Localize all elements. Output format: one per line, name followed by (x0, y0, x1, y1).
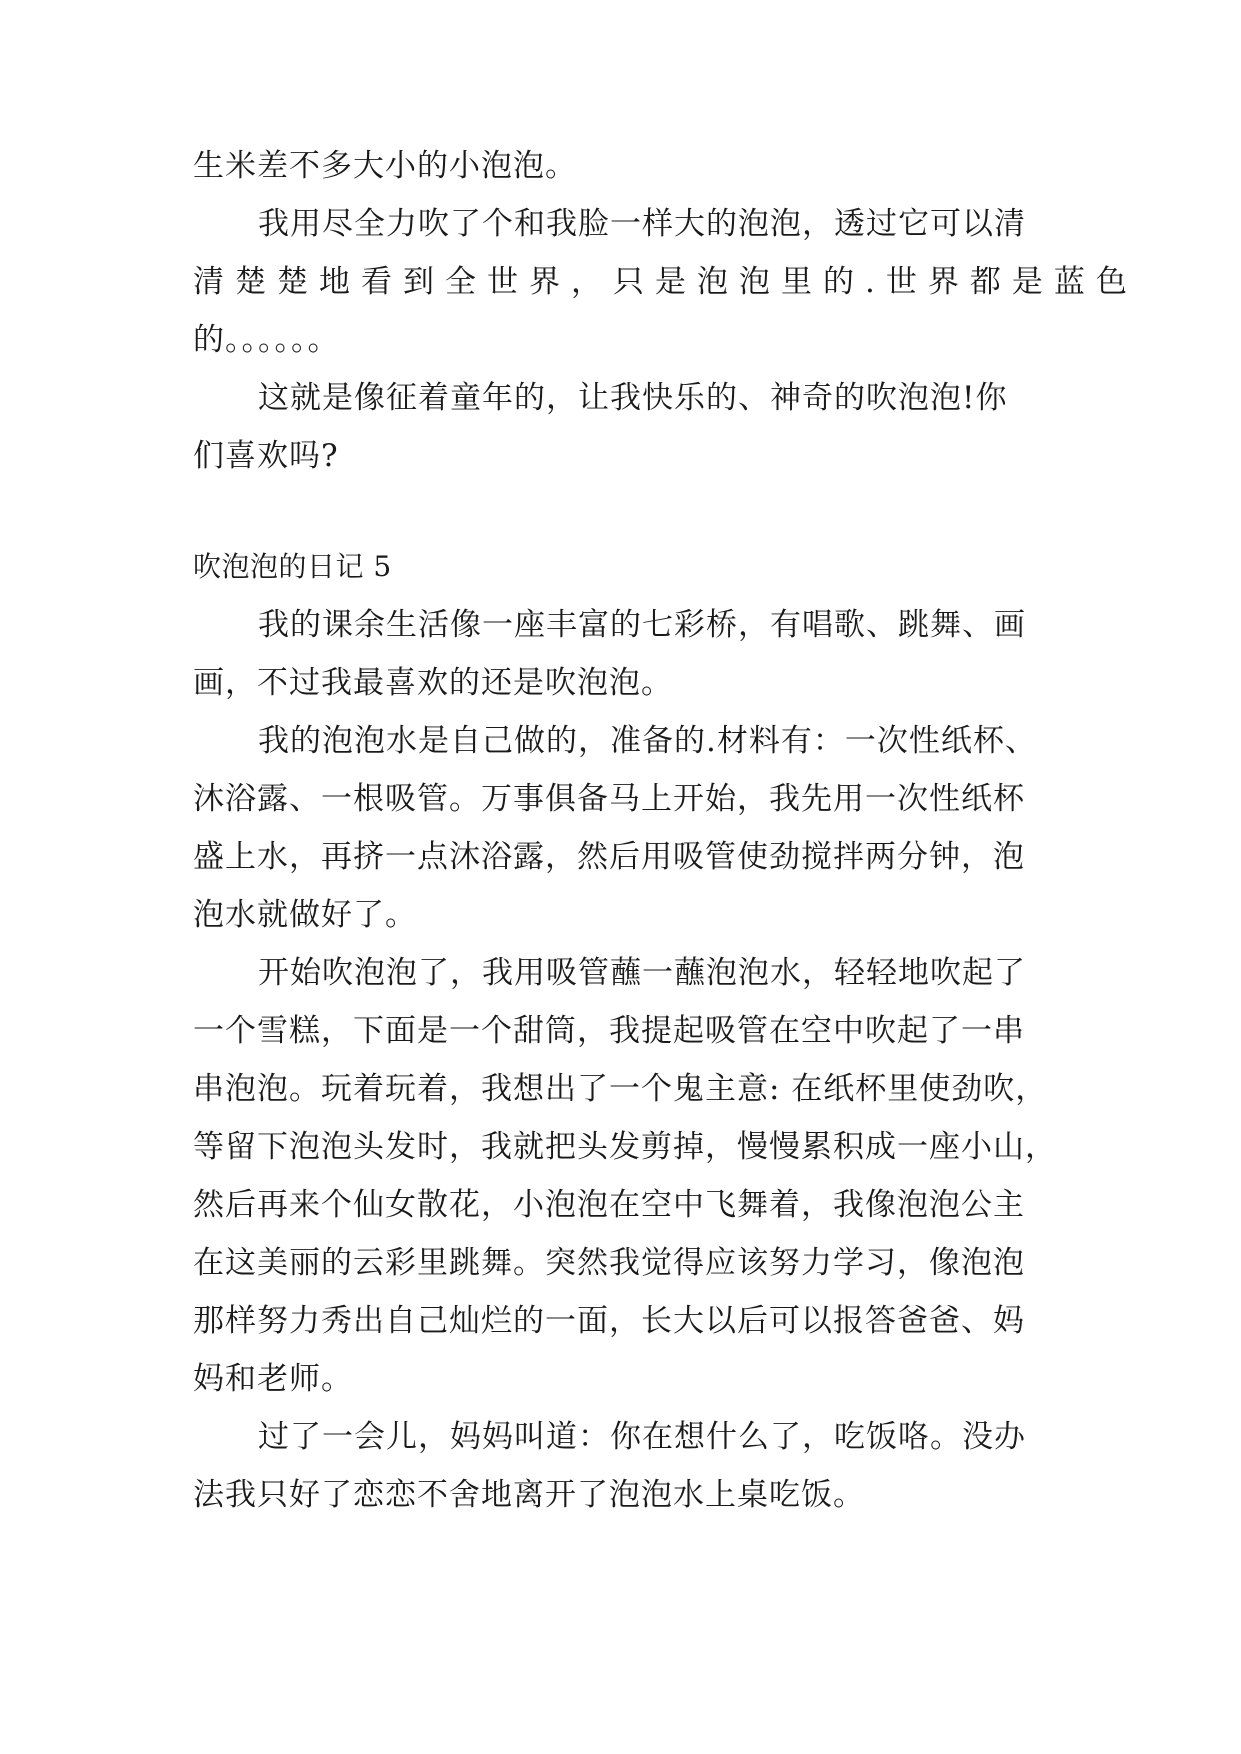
text-line: 等留下泡泡头发时，我就把头发剪掉，慢慢累积成一座小山， (193, 1129, 1057, 1165)
section-title: 吹泡泡的日记 5 (193, 550, 392, 583)
text-line: 画，不过我最喜欢的还是吹泡泡。 (193, 665, 673, 701)
text-line: 这就是像征着童年的，让我快乐的、神奇的吹泡泡!你 (258, 380, 1008, 416)
text-line: 妈和老师。 (193, 1361, 353, 1397)
text-line: 串泡泡。玩着玩着，我想出了一个鬼主意: 在纸杯里使劲吹， (193, 1071, 1048, 1107)
text-line: 的。。。。。。 (193, 322, 340, 358)
text-line: 我的泡泡水是自己做的，准备的.材料有：一次性纸杯、 (258, 723, 1037, 759)
text-line: 开始吹泡泡了，我用吸管蘸一蘸泡泡水，轻轻地吹起了 (258, 955, 1026, 991)
text-line: 法我只好了恋恋不舍地离开了泡泡水上桌吃饭。 (193, 1477, 865, 1513)
text-line: 我的课余生活像一座丰富的七彩桥，有唱歌、跳舞、画 (258, 607, 1026, 643)
text-line: 们喜欢吗? (193, 438, 339, 474)
text-line: 一个雪糕，下面是一个甜筒，我提起吸管在空中吹起了一串 (193, 1013, 1025, 1049)
text-line: 生米差不多大小的小泡泡。 (193, 148, 577, 184)
text-line: 沐浴露、一根吸管。万事俱备马上开始，我先用一次性纸杯 (193, 781, 1025, 817)
text-line: 然后再来个仙女散花，小泡泡在空中飞舞着，我像泡泡公主 (193, 1187, 1025, 1223)
text-line: 在这美丽的云彩里跳舞。突然我觉得应该努力学习，像泡泡 (193, 1245, 1025, 1281)
text-line: 我用尽全力吹了个和我脸一样大的泡泡，透过它可以清 (258, 206, 1026, 242)
text-line: 盛上水，再挤一点沐浴露，然后用吸管使劲搅拌两分钟，泡 (193, 839, 1025, 875)
text-line: 过了一会儿，妈妈叫道：你在想什么了，吃饭咯。没办 (258, 1419, 1026, 1455)
text-line: 泡水就做好了。 (193, 897, 417, 933)
text-line: 清楚楚地看到全世界，只是泡泡里的.世界都是蓝色 (193, 264, 1138, 300)
text-line: 那样努力秀出自己灿烂的一面，长大以后可以报答爸爸、妈 (193, 1303, 1025, 1339)
